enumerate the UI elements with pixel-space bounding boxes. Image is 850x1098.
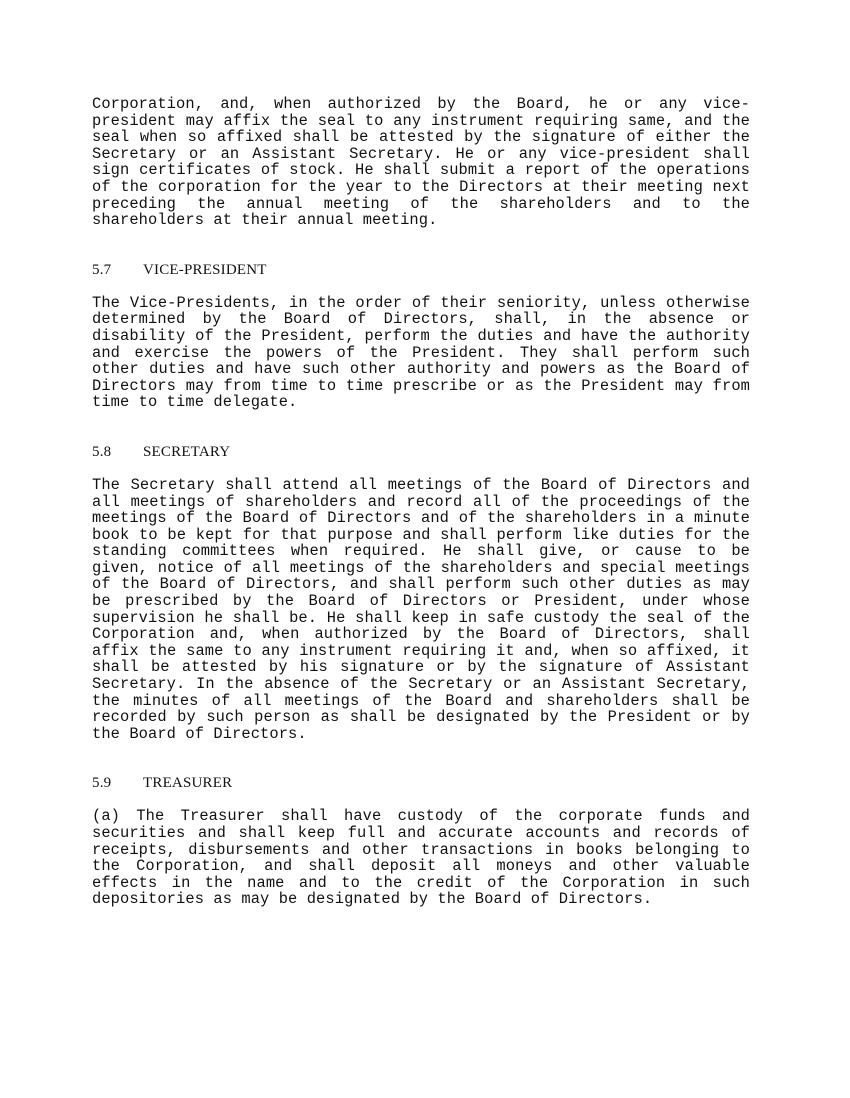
section-heading-5-8 — [92, 444, 750, 461]
section-paragraph-vice-president: The Vice-Presidents, in the order of their seniority, unless otherwise determined by the Board of Directors, shall, in the absence or disability of the President, perform the duties and have the authority and exercise the powers of the President. They shall perform such other duties and have such other authority and powers as the Board of Directors may from time to time prescribe or as the President may from time to time delegate. — [92, 293, 750, 412]
section-number: 5.9 — [92, 775, 112, 792]
section-title: SECRETARY — [143, 443, 231, 460]
section-title: VICE-PRESIDENT — [143, 261, 267, 278]
section-number: 5.8 — [92, 443, 112, 460]
section-number: 5.7 — [92, 261, 112, 278]
section-title: TREASURER — [143, 775, 233, 792]
section-paragraph-secretary: The Secretary shall attend all meetings of the Board of Directors and all meetings of shareholders and record all of the proceedings of the meetings of the Board of Directors and of the shareholders in a minute book to be kept for that purpose and shall perform like duties for the standing committees when required. He shall give, or cause to be given, notice of all meetings of the shareholders and special meetings of the Board of Directors, and shall perform such other duties as may be prescribed by the Board of Directors or President, under whose supervision he shall be. He shall keep in safe custody the seal of the Corporation and, when authorized by the Board of Directors, shall affix the same to any instrument requiring it and, when so affixed, it shall be attested by his signature or by the signature of Assistant Secretary. In the absence of the Secretary or an Assistant Secretary, the minutes of all meetings of the Board and shareholders shall be recorded by such person as shall be designated by the President or by the Board of Directors. — [92, 475, 750, 743]
section-heading-5-7 — [92, 262, 750, 279]
document-body — [92, 96, 750, 908]
intro-paragraph: Corporation, and, when authorized by the Board, he or any vice-president may affix the seal to any instrument requiring same, and the seal when so affixed shall be attested by the signature of either the Secretary or an Assistant Secretary. He or any vice-president shall sign certificates of stock. He shall submit a report of the operations of the corporation for the year to the Directors at their meeting next preceding the annual meeting of the shareholders and to the shareholders at their annual meeting. — [92, 95, 750, 230]
section-heading-5-9 — [92, 775, 750, 792]
section-paragraph-treasurer: (a) The Treasurer shall have custody of the corporate funds and securities and shall keep full and accurate accounts and records of receipts, disbursements and other transactions in books belonging to the Corporation, and shall deposit all moneys and other valuable effects in the name and to the credit of the Corporation in such depositories as may be designated by the Board of Directors. — [92, 807, 750, 909]
